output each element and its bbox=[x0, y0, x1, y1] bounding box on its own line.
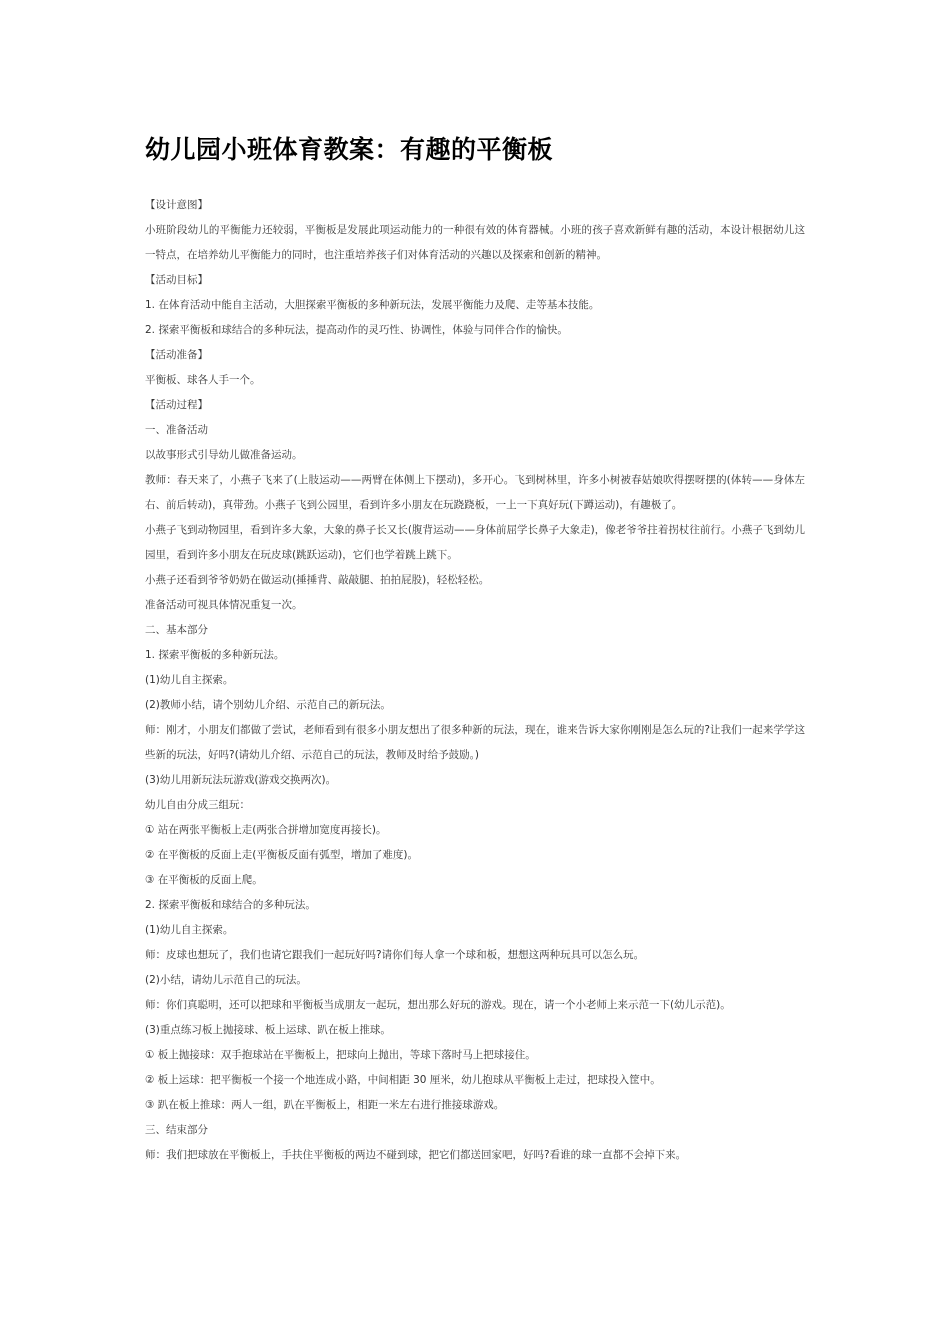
paragraph: ③ 趴在板上推球：两人一组，趴在平衡板上，相距一米左右进行推接球游戏。 bbox=[145, 1099, 505, 1111]
paragraph: 二、基本部分 bbox=[145, 624, 208, 636]
paragraph: 【活动目标】 bbox=[145, 274, 208, 286]
paragraph: 2. 探索平衡板和球结合的多种玩法，提高动作的灵巧性、协调性，体验与同伴合作的愉快。 bbox=[145, 324, 568, 336]
paragraph: ③ 在平衡板的反面上爬。 bbox=[145, 874, 263, 886]
paragraph: (3)幼儿用新玩法玩游戏(游戏交换两次)。 bbox=[145, 774, 337, 786]
paragraph: 小班阶段幼儿的平衡能力还较弱，平衡板是发展此项运动能力的一种很有效的体育器械。小班的孩子喜欢新鲜有趣的活动，本设计根据幼儿这一特点，在培养幼儿平衡能力的同时，也注重培养孩子们对体育活动的兴趣以及探索和创新的精神。 bbox=[145, 224, 805, 261]
paragraph: (2)教师小结，请个别幼儿介绍、示范自己的新玩法。 bbox=[145, 699, 391, 711]
paragraph: 【活动准备】 bbox=[145, 349, 208, 361]
paragraph: 1. 探索平衡板的多种新玩法。 bbox=[145, 649, 285, 661]
paragraph: 小燕子飞到动物园里，看到许多大象，大象的鼻子长又长(腹背运动——身体前屈学长鼻子大象走)，像老爷爷拄着拐杖往前行。小燕子飞到幼儿园里，看到许多小朋友在玩皮球(跳跃运动)，它们也学着跳上跳下。 bbox=[145, 524, 805, 561]
paragraph: 幼儿自由分成三组玩： bbox=[145, 799, 250, 811]
paragraph: ① 站在两张平衡板上走(两张合拼增加宽度再接长)。 bbox=[145, 824, 387, 836]
paragraph: ① 板上抛接球：双手抱球站在平衡板上，把球向上抛出，等球下落时马上把球接住。 bbox=[145, 1049, 536, 1061]
paragraph: 2. 探索平衡板和球结合的多种玩法。 bbox=[145, 899, 316, 911]
paragraph: 【设计意图】 bbox=[145, 199, 208, 211]
paragraph: 准备活动可视具体情况重复一次。 bbox=[145, 599, 303, 611]
paragraph: 师：刚才，小朋友们都做了尝试，老师看到有很多小朋友想出了很多种新的玩法，现在，谁来告诉大家你刚刚是怎么玩的?让我们一起来学学这些新的玩法，好吗?(请幼儿介绍、示范自己的玩法，教师及时给予鼓励。) bbox=[145, 724, 805, 761]
paragraph: (1)幼儿自主探索。 bbox=[145, 674, 234, 686]
paragraph: 师：我们把球放在平衡板上，手扶住平衡板的两边不碰到球，把它们都送回家吧，好吗?看谁的球一直都不会掉下来。 bbox=[145, 1149, 687, 1161]
paragraph: 1. 在体育活动中能自主活动，大胆探索平衡板的多种新玩法，发展平衡能力及爬、走等基本技能。 bbox=[145, 299, 600, 311]
document-title: 幼儿园小班体育教案：有趣的平衡板 bbox=[145, 135, 554, 164]
paragraph: 平衡板、球各人手一个。 bbox=[145, 374, 261, 386]
paragraph: 师：你们真聪明，还可以把球和平衡板当成朋友一起玩，想出那么好玩的游戏。现在，请一个小老师上来示范一下(幼儿示范)。 bbox=[145, 999, 731, 1011]
paragraph: ② 在平衡板的反面上走(平衡板反面有弧型，增加了难度)。 bbox=[145, 849, 418, 861]
paragraph: 师：皮球也想玩了，我们也请它跟我们一起玩好吗?请你们每人拿一个球和板，想想这两种玩具可以怎么玩。 bbox=[145, 949, 645, 961]
paragraph: 小燕子还看到爷爷奶奶在做运动(捶捶背、敲敲腿、拍拍屁股)，轻松轻松。 bbox=[145, 574, 490, 586]
paragraph: 一、准备活动 bbox=[145, 424, 208, 436]
paragraph: (1)幼儿自主探索。 bbox=[145, 924, 234, 936]
paragraph: (2)小结，请幼儿示范自己的玩法。 bbox=[145, 974, 307, 986]
document-body bbox=[145, 193, 805, 1168]
paragraph: 教师：春天来了，小燕子飞来了(上肢运动——两臂在体侧上下摆动)，多开心。飞到树林里，许多小树被春姑娘吹得摆呀摆的(体转——身体左右、前后转动)，真带劲。小燕子飞到公园里，看到许多小朋友在玩跷跷板，一上一下真好玩(下蹲运动)，有趣极了。 bbox=[145, 474, 805, 511]
paragraph: 以故事形式引导幼儿做准备运动。 bbox=[145, 449, 303, 461]
paragraph: ② 板上运球：把平衡板一个接一个地连成小路，中间相距 30 厘米，幼儿抱球从平衡板上走过，把球投入筐中。 bbox=[145, 1074, 661, 1086]
paragraph: 三、结束部分 bbox=[145, 1124, 208, 1136]
paragraph: (3)重点练习板上抛接球、板上运球、趴在板上推球。 bbox=[145, 1024, 391, 1036]
paragraph: 【活动过程】 bbox=[145, 399, 208, 411]
